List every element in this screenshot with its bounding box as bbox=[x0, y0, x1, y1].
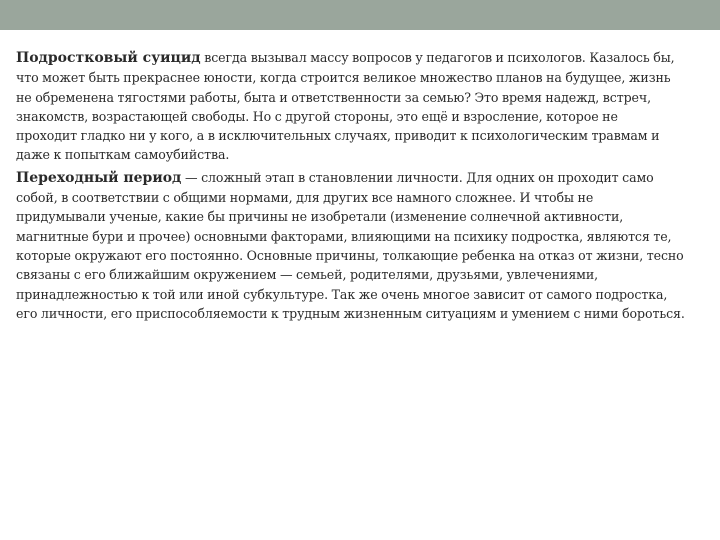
text-line-content: — сложный этап в становлении личности. Для одних он проходит само bbox=[181, 169, 654, 185]
text-line: принадлежностью к той или иной субкультуре. Так же очень многое зависит от самого подростка, bbox=[16, 286, 668, 302]
text-line: не обременена тягостями работы, быта и ответственности за семью? Это время надежд, встреч, bbox=[16, 89, 652, 105]
text-line: даже к попыткам самоубийства. bbox=[16, 147, 230, 163]
text-line bbox=[16, 48, 712, 68]
text-line: магнитные бури и прочее) основными факторами, влияющими на психику подростка, являются те, bbox=[16, 228, 672, 244]
text-line: которые окружают его постоянно. Основные причины, толкающие ребенка на отказ от жизни, тесно bbox=[16, 247, 684, 263]
text-line: проходит гладко ни у кого, а в исключительных случаях, приводит к психологическим травмам и bbox=[16, 128, 660, 144]
paragraph-transition-period bbox=[16, 168, 712, 323]
text-line: связаны с его ближайшим окружением — семьей, родителями, друзьями, увлечениями, bbox=[16, 267, 599, 283]
text-line: придумывали ученые, какие бы причины не изобретали (изменение солнечной активности, bbox=[16, 209, 624, 225]
bold-term-transition-period: Переходный период bbox=[16, 169, 182, 186]
text-line: знакомств, возрастающей свободы. Но с другой стороны, это ещё и взросление, которое не bbox=[16, 108, 618, 124]
slide-header-bar bbox=[0, 0, 720, 30]
paragraph-teen-suicide bbox=[16, 48, 712, 165]
slide-body bbox=[16, 48, 712, 323]
text-line: его личности, его приспособляемости к трудным жизненным ситуациям и умением с ними бороться. bbox=[16, 305, 685, 321]
text-line-content: всегда вызывал массу вопросов у педагогов и психологов. Казалось бы, bbox=[200, 50, 675, 65]
text-line bbox=[16, 168, 712, 188]
text-line: собой, в соответствии с общими нормами, для других все намного сложнее. И чтобы не bbox=[16, 190, 594, 206]
bold-term-teen-suicide: Подростковый суицид bbox=[16, 50, 201, 66]
text-line: что может быть прекраснее юности, когда строится великое множество планов на будущее, жизнь bbox=[16, 70, 671, 86]
